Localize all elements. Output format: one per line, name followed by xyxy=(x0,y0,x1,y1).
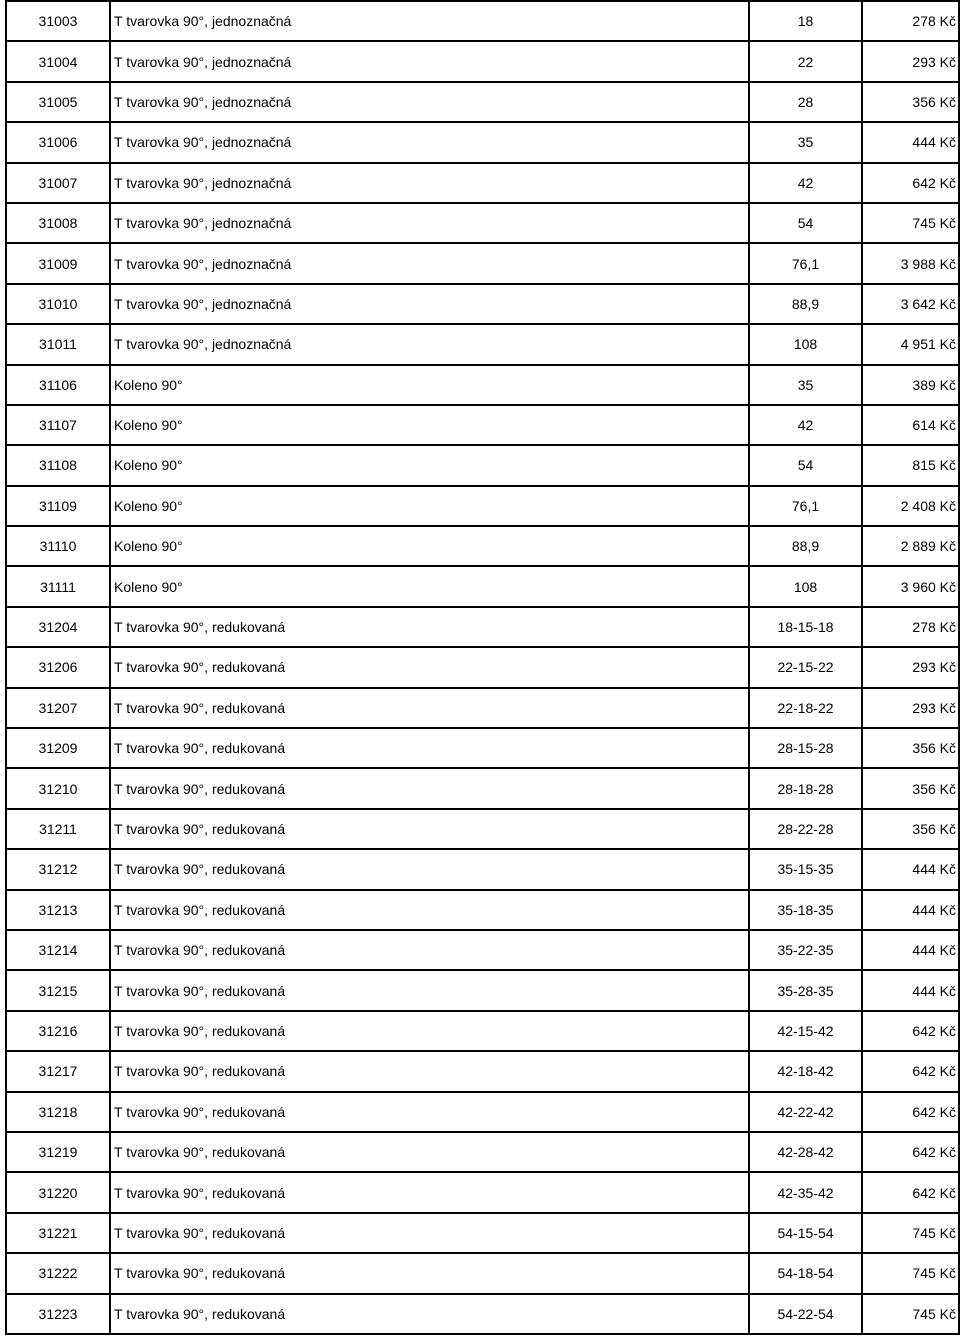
table-row xyxy=(6,41,959,81)
product-size-cell: 28-22-28 xyxy=(749,809,862,849)
product-price-cell: 278 Kč xyxy=(862,1,959,41)
table-row xyxy=(6,1132,959,1172)
product-price-cell: 356 Kč xyxy=(862,728,959,768)
product-price-cell: 642 Kč xyxy=(862,1011,959,1051)
product-size-cell: 42 xyxy=(749,405,862,445)
product-size-cell: 54-18-54 xyxy=(749,1253,862,1293)
product-code-cell: 31216 xyxy=(6,1011,110,1051)
table-row xyxy=(6,890,959,930)
product-code-cell: 31011 xyxy=(6,324,110,364)
product-size-cell: 42-35-42 xyxy=(749,1172,862,1212)
product-code-cell: 31110 xyxy=(6,526,110,566)
product-price-cell: 642 Kč xyxy=(862,1132,959,1172)
price-table xyxy=(5,0,960,1335)
product-size-cell: 35 xyxy=(749,365,862,405)
product-size-cell: 35-28-35 xyxy=(749,970,862,1010)
product-price-cell: 642 Kč xyxy=(862,163,959,203)
product-code-cell: 31206 xyxy=(6,647,110,687)
product-price-cell: 815 Kč xyxy=(862,445,959,485)
table-row xyxy=(6,809,959,849)
product-size-cell: 42-22-42 xyxy=(749,1092,862,1132)
table-row xyxy=(6,1092,959,1132)
product-code-cell: 31218 xyxy=(6,1092,110,1132)
product-size-cell: 76,1 xyxy=(749,486,862,526)
product-price-cell: 293 Kč xyxy=(862,647,959,687)
product-description-cell: T tvarovka 90°, jednoznačná xyxy=(110,163,749,203)
table-row xyxy=(6,930,959,970)
product-description-cell: T tvarovka 90°, redukovaná xyxy=(110,1172,749,1212)
table-row xyxy=(6,324,959,364)
product-code-cell: 31213 xyxy=(6,890,110,930)
product-code-cell: 31008 xyxy=(6,203,110,243)
product-price-cell: 444 Kč xyxy=(862,930,959,970)
product-code-cell: 31003 xyxy=(6,1,110,41)
product-size-cell: 76,1 xyxy=(749,243,862,283)
product-description-cell: Koleno 90° xyxy=(110,486,749,526)
product-description-cell: T tvarovka 90°, redukovaná xyxy=(110,890,749,930)
product-code-cell: 31209 xyxy=(6,728,110,768)
product-code-cell: 31211 xyxy=(6,809,110,849)
product-price-cell: 278 Kč xyxy=(862,607,959,647)
table-row xyxy=(6,122,959,162)
product-description-cell: T tvarovka 90°, redukovaná xyxy=(110,768,749,808)
product-size-cell: 22-15-22 xyxy=(749,647,862,687)
product-price-cell: 2 408 Kč xyxy=(862,486,959,526)
table-row xyxy=(6,768,959,808)
product-size-cell: 54-22-54 xyxy=(749,1294,862,1334)
product-code-cell: 31214 xyxy=(6,930,110,970)
product-description-cell: T tvarovka 90°, redukovaná xyxy=(110,728,749,768)
product-code-cell: 31210 xyxy=(6,768,110,808)
product-size-cell: 54 xyxy=(749,203,862,243)
table-row xyxy=(6,607,959,647)
product-description-cell: T tvarovka 90°, redukovaná xyxy=(110,849,749,889)
product-description-cell: T tvarovka 90°, redukovaná xyxy=(110,809,749,849)
product-price-cell: 356 Kč xyxy=(862,82,959,122)
product-price-cell: 642 Kč xyxy=(862,1172,959,1212)
product-price-cell: 444 Kč xyxy=(862,890,959,930)
product-code-cell: 31220 xyxy=(6,1172,110,1212)
table-row xyxy=(6,849,959,889)
product-price-cell: 4 951 Kč xyxy=(862,324,959,364)
product-code-cell: 31207 xyxy=(6,688,110,728)
product-size-cell: 54 xyxy=(749,445,862,485)
table-row xyxy=(6,1213,959,1253)
product-size-cell: 42-18-42 xyxy=(749,1051,862,1091)
product-price-cell: 3 988 Kč xyxy=(862,243,959,283)
product-description-cell: T tvarovka 90°, redukovaná xyxy=(110,970,749,1010)
product-description-cell: T tvarovka 90°, jednoznačná xyxy=(110,82,749,122)
table-row xyxy=(6,1011,959,1051)
product-code-cell: 31219 xyxy=(6,1132,110,1172)
product-price-cell: 745 Kč xyxy=(862,1294,959,1334)
product-code-cell: 31111 xyxy=(6,566,110,606)
product-size-cell: 42-15-42 xyxy=(749,1011,862,1051)
product-description-cell: Koleno 90° xyxy=(110,445,749,485)
product-size-cell: 88,9 xyxy=(749,526,862,566)
product-size-cell: 42 xyxy=(749,163,862,203)
product-description-cell: T tvarovka 90°, jednoznačná xyxy=(110,122,749,162)
product-code-cell: 31221 xyxy=(6,1213,110,1253)
product-description-cell: T tvarovka 90°, jednoznačná xyxy=(110,41,749,81)
table-row xyxy=(6,203,959,243)
product-description-cell: Koleno 90° xyxy=(110,365,749,405)
product-price-cell: 356 Kč xyxy=(862,809,959,849)
product-price-cell: 3 960 Kč xyxy=(862,566,959,606)
product-code-cell: 31204 xyxy=(6,607,110,647)
product-description-cell: T tvarovka 90°, jednoznačná xyxy=(110,1,749,41)
product-description-cell: T tvarovka 90°, redukovaná xyxy=(110,1011,749,1051)
product-description-cell: T tvarovka 90°, redukovaná xyxy=(110,1213,749,1253)
product-price-cell: 293 Kč xyxy=(862,688,959,728)
table-row xyxy=(6,728,959,768)
product-price-cell: 444 Kč xyxy=(862,122,959,162)
table-row xyxy=(6,1,959,41)
product-price-cell: 745 Kč xyxy=(862,1253,959,1293)
table-row xyxy=(6,243,959,283)
product-size-cell: 35-22-35 xyxy=(749,930,862,970)
product-description-cell: Koleno 90° xyxy=(110,526,749,566)
product-description-cell: T tvarovka 90°, redukovaná xyxy=(110,1092,749,1132)
product-code-cell: 31217 xyxy=(6,1051,110,1091)
product-description-cell: T tvarovka 90°, jednoznačná xyxy=(110,243,749,283)
table-row xyxy=(6,445,959,485)
product-description-cell: T tvarovka 90°, redukovaná xyxy=(110,930,749,970)
table-row xyxy=(6,82,959,122)
product-price-cell: 642 Kč xyxy=(862,1051,959,1091)
price-table-body xyxy=(6,1,959,1334)
product-price-cell: 293 Kč xyxy=(862,41,959,81)
table-row xyxy=(6,163,959,203)
table-row xyxy=(6,566,959,606)
product-size-cell: 22 xyxy=(749,41,862,81)
product-code-cell: 31004 xyxy=(6,41,110,81)
product-description-cell: Koleno 90° xyxy=(110,405,749,445)
table-row xyxy=(6,1172,959,1212)
product-description-cell: T tvarovka 90°, redukovaná xyxy=(110,1253,749,1293)
product-code-cell: 31212 xyxy=(6,849,110,889)
product-description-cell: T tvarovka 90°, redukovaná xyxy=(110,1294,749,1334)
product-description-cell: T tvarovka 90°, redukovaná xyxy=(110,647,749,687)
product-price-cell: 745 Kč xyxy=(862,203,959,243)
product-code-cell: 31222 xyxy=(6,1253,110,1293)
table-row xyxy=(6,647,959,687)
product-size-cell: 28 xyxy=(749,82,862,122)
product-size-cell: 35-18-35 xyxy=(749,890,862,930)
table-row xyxy=(6,486,959,526)
table-row xyxy=(6,405,959,445)
product-size-cell: 108 xyxy=(749,324,862,364)
product-code-cell: 31215 xyxy=(6,970,110,1010)
product-size-cell: 18 xyxy=(749,1,862,41)
product-code-cell: 31106 xyxy=(6,365,110,405)
product-price-cell: 389 Kč xyxy=(862,365,959,405)
product-price-cell: 642 Kč xyxy=(862,1092,959,1132)
product-code-cell: 31109 xyxy=(6,486,110,526)
product-code-cell: 31108 xyxy=(6,445,110,485)
product-description-cell: T tvarovka 90°, redukovaná xyxy=(110,1051,749,1091)
product-size-cell: 88,9 xyxy=(749,284,862,324)
product-description-cell: T tvarovka 90°, redukovaná xyxy=(110,607,749,647)
product-description-cell: Koleno 90° xyxy=(110,566,749,606)
product-price-cell: 444 Kč xyxy=(862,849,959,889)
product-size-cell: 108 xyxy=(749,566,862,606)
product-price-cell: 3 642 Kč xyxy=(862,284,959,324)
product-price-cell: 614 Kč xyxy=(862,405,959,445)
product-size-cell: 28-18-28 xyxy=(749,768,862,808)
product-size-cell: 22-18-22 xyxy=(749,688,862,728)
product-size-cell: 28-15-28 xyxy=(749,728,862,768)
table-row xyxy=(6,1253,959,1293)
product-description-cell: T tvarovka 90°, redukovaná xyxy=(110,688,749,728)
product-code-cell: 31107 xyxy=(6,405,110,445)
product-price-cell: 444 Kč xyxy=(862,970,959,1010)
product-size-cell: 35-15-35 xyxy=(749,849,862,889)
product-code-cell: 31006 xyxy=(6,122,110,162)
product-size-cell: 18-15-18 xyxy=(749,607,862,647)
product-description-cell: T tvarovka 90°, jednoznačná xyxy=(110,203,749,243)
product-size-cell: 35 xyxy=(749,122,862,162)
product-code-cell: 31010 xyxy=(6,284,110,324)
product-size-cell: 54-15-54 xyxy=(749,1213,862,1253)
product-description-cell: T tvarovka 90°, jednoznačná xyxy=(110,284,749,324)
product-price-cell: 745 Kč xyxy=(862,1213,959,1253)
product-description-cell: T tvarovka 90°, redukovaná xyxy=(110,1132,749,1172)
product-description-cell: T tvarovka 90°, jednoznačná xyxy=(110,324,749,364)
product-code-cell: 31007 xyxy=(6,163,110,203)
product-price-cell: 356 Kč xyxy=(862,768,959,808)
product-code-cell: 31005 xyxy=(6,82,110,122)
product-size-cell: 42-28-42 xyxy=(749,1132,862,1172)
table-row xyxy=(6,1051,959,1091)
table-row xyxy=(6,365,959,405)
product-code-cell: 31223 xyxy=(6,1294,110,1334)
product-price-cell: 2 889 Kč xyxy=(862,526,959,566)
table-row xyxy=(6,1294,959,1334)
table-row xyxy=(6,970,959,1010)
table-row xyxy=(6,284,959,324)
table-row xyxy=(6,526,959,566)
table-row xyxy=(6,688,959,728)
product-code-cell: 31009 xyxy=(6,243,110,283)
